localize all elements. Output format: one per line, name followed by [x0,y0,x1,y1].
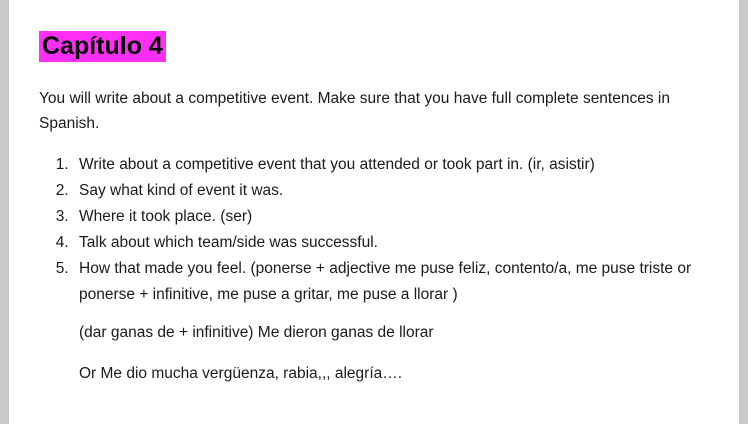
extra-note-line: Or Me dio mucha vergüenza, rabia,,, alegría…. [79,364,403,382]
page-title: Capítulo 4 [39,31,166,62]
list-item: 5. How that made you feel. (ponerse + adjective me puse feliz, contento/a, me puse triste or ponerse + infinitive, me puse a gritar, me puse a llorar ) [73,256,697,306]
list-item: 1. Write about a competitive event that you attended or took part in. (ir, asistir) [73,152,697,177]
extra-notes [39,320,697,386]
list-item: 4. Talk about which team/side was successful. [73,230,697,255]
left-gutter [0,0,9,424]
title-container [39,30,697,64]
right-gutter [739,0,748,424]
list-item: 2. Say what kind of event it was. [73,178,697,203]
intro-paragraph: You will write about a competitive event. Make sure that you have full complete sentences in Spanish. [39,89,670,132]
extra-note-line: (dar ganas de + infinitive) Me dieron ganas de llorar [79,323,434,341]
list-item: 3. Where it took place. (ser) [73,204,697,229]
instructions-list [39,152,697,307]
slide-content [9,0,739,424]
